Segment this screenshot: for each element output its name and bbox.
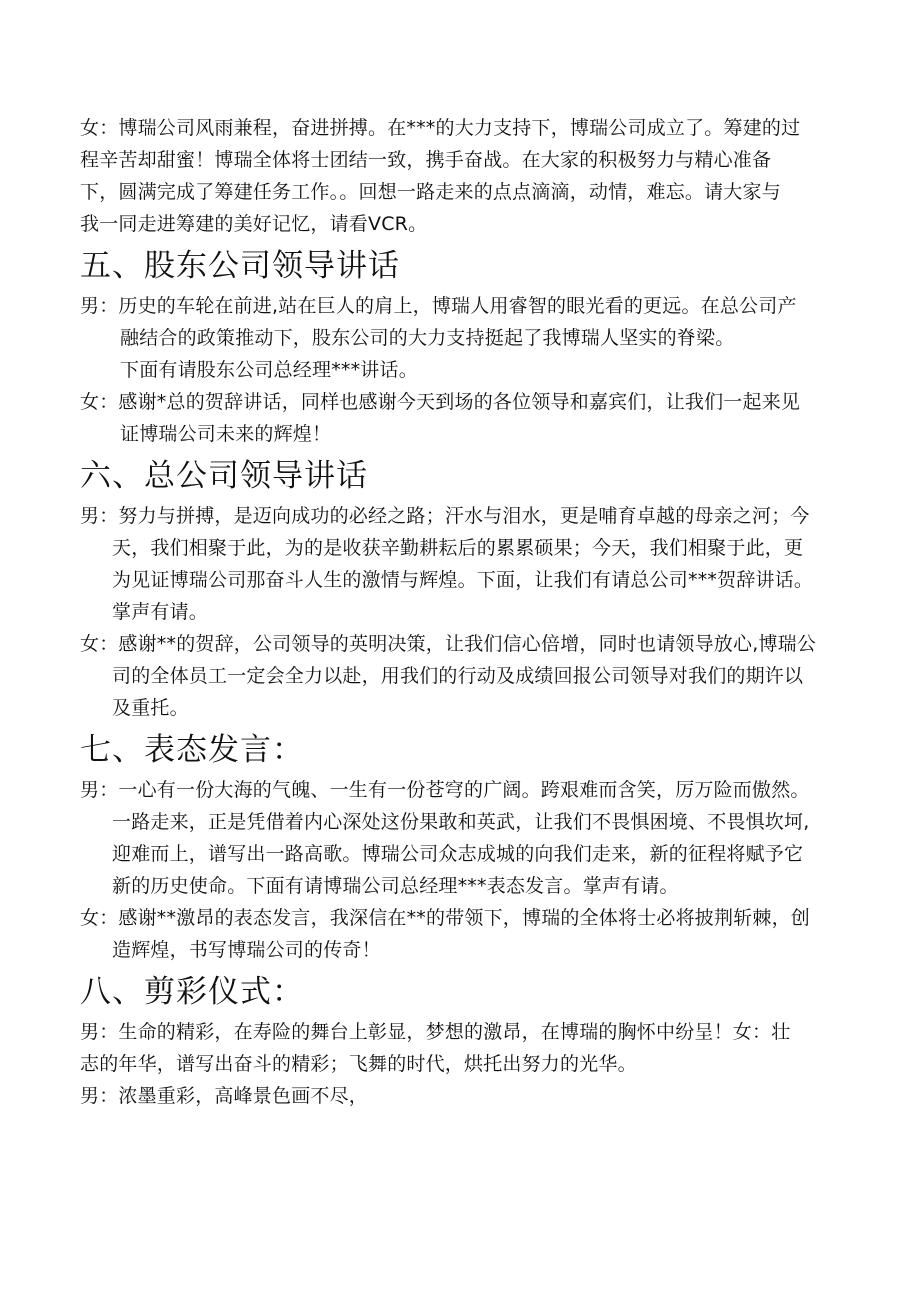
document-page bbox=[80, 112, 840, 1112]
section-heading-5: 五、股东公司领导讲话 bbox=[80, 248, 400, 284]
dialogue-line: 女：感谢*总的贺辞讲话，同样也感谢今天到场的各位领导和嘉宾们，让我们一起来见 bbox=[80, 391, 801, 413]
dialogue-line: 一路走来，正是凭借着内心深处这份果敢和英武，让我们不畏惧困境、不畏惧坎坷, bbox=[112, 811, 810, 833]
dialogue-line: 迎难而上，谱写出一路高歌。博瑞公司众志成城的向我们走来，新的征程将赋予它 bbox=[112, 843, 804, 865]
dialogue-line: 为见证博瑞公司那奋斗人生的激情与辉煌。下面，让我们有请总公司***贺辞讲话。 bbox=[112, 569, 814, 591]
dialogue-line: 融结合的政策推动下，股东公司的大力支持挺起了我博瑞人坚实的脊梁。 bbox=[120, 327, 735, 349]
dialogue-line: 志的年华，谱写出奋斗的精彩；飞舞的时代，烘托出努力的光华。 bbox=[80, 1053, 637, 1075]
intro-line: 下，圆满完成了筹建任务工作。。回想一路走来的点点滴滴，动情，难忘。请大家与 bbox=[80, 181, 781, 203]
dialogue-male bbox=[80, 290, 840, 386]
dialogue-line: 男：努力与拼搏，是迈向成功的必经之路；汗水与泪水，更是哺育卓越的母亲之河；今 bbox=[80, 505, 810, 527]
section-heading-8: 八、剪彩仪式： bbox=[80, 974, 304, 1010]
dialogue-line: 及重托。 bbox=[112, 697, 189, 719]
intro-line: 程辛苦却甜蜜！博瑞全体将士团结一致，携手奋战。在大家的积极努力与精心准备 bbox=[80, 149, 772, 171]
intro-line: 我一同走进筹建的美好记忆，请看VCR。 bbox=[80, 213, 428, 235]
dialogue-female bbox=[80, 386, 840, 450]
dialogue-female bbox=[80, 628, 840, 724]
dialogue-line: 男：一心有一份大海的气魄、一生有一份苍穹的广阔。跨艰难而含笑，厉万险而傲然。 bbox=[80, 779, 810, 801]
dialogue-line: 男：生命的精彩，在寿险的舞台上彰显，梦想的激昂，在博瑞的胸怀中纷呈！女：壮 bbox=[80, 1021, 791, 1043]
dialogue-male bbox=[80, 774, 840, 902]
intro-line: 女：博瑞公司风雨兼程，奋进拼搏。在***的大力支持下，博瑞公司成立了。筹建的过 bbox=[80, 117, 801, 139]
dialogue-line: 证博瑞公司未来的辉煌！ bbox=[120, 423, 332, 445]
dialogue-line: 下面有请股东公司总经理***讲话。 bbox=[120, 359, 418, 381]
dialogue-male bbox=[80, 500, 840, 628]
dialogue-line: 造辉煌，书写博瑞公司的传奇！ bbox=[112, 939, 381, 961]
intro-paragraph bbox=[80, 112, 840, 240]
dialogue-female bbox=[80, 902, 840, 966]
dialogue-line: 女：感谢**的贺辞，公司领导的英明决策，让我们信心倍增，同时也请领导放心,博瑞公 bbox=[80, 633, 817, 655]
dialogue-line: 司的全体员工一定会全力以赴，用我们的行动及成绩回报公司领导对我们的期许以 bbox=[112, 665, 804, 687]
section-heading-6: 六、总公司领导讲话 bbox=[80, 458, 368, 494]
dialogue-line: 新的历史使命。下面有请博瑞公司总经理***表态发言。掌声有请。 bbox=[112, 875, 679, 897]
dialogue-line: 男：历史的车轮在前进,站在巨人的肩上，博瑞人用睿智的眼光看的更远。在总公司产 bbox=[80, 295, 797, 317]
section-heading-7: 七、表态发言： bbox=[80, 732, 304, 768]
dialogue-line: 天，我们相聚于此，为的是收获辛勤耕耘后的累累硕果；今天，我们相聚于此，更 bbox=[112, 537, 804, 559]
dialogue-line: 男：浓墨重彩，高峰景色画不尽， bbox=[80, 1085, 369, 1107]
ceremony-paragraph bbox=[80, 1016, 840, 1112]
dialogue-line: 掌声有请。 bbox=[112, 601, 209, 623]
dialogue-line: 女：感谢**激昂的表态发言，我深信在**的带领下，博瑞的全体将士必将披荆斩棘，创 bbox=[80, 907, 811, 929]
